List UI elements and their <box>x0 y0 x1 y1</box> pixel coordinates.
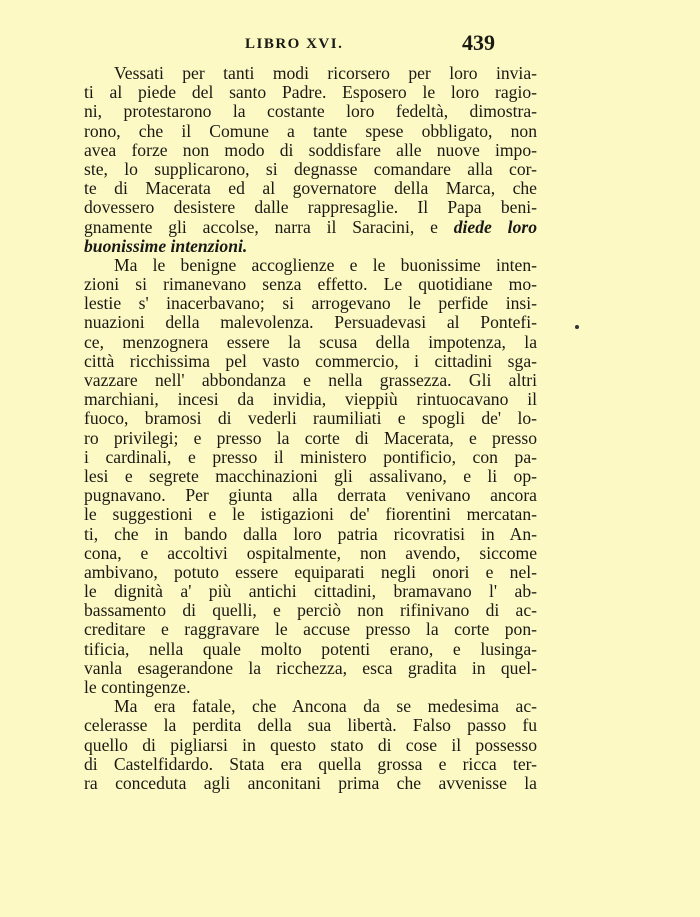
text-line: ro privilegi; e presso la corte di Macerata, e presso <box>84 427 537 448</box>
text-line: lesi e segrete macchinazioni gli assalivano, e li op- <box>84 465 537 486</box>
text-line: i cardinali, e presso il ministero pontificio, con pa- <box>84 446 537 467</box>
text-line: ti al piede del santo Padre. Esposero le loro ragio- <box>84 82 537 103</box>
text-line: bassamento di quelli, e perciò non rifinivano di ac- <box>84 600 537 621</box>
text-line: creditare e raggravare le accuse presso la corte pon- <box>84 619 537 640</box>
text-line: di Castelfidardo. Stata era quella grossa e ricca ter- <box>84 753 537 774</box>
text-line: ce, menzognera essere la scusa della impotenza, la <box>84 331 537 352</box>
text-line-roman: gnamente gli accolse, narra il Saracini, e <box>84 216 438 237</box>
text-line: pugnavano. Per giunta alla derrata venivano ancora <box>84 485 537 506</box>
page-number: 439 <box>462 30 495 55</box>
text-line: ti, che in bando dalla loro patria ricovratisi in An- <box>84 523 537 544</box>
text-line-mixed <box>84 218 537 237</box>
paragraph-2 <box>84 256 537 697</box>
text-line: avea forze non modo di soddisfare alle nuove impo- <box>84 139 537 160</box>
paragraph-3 <box>84 697 537 793</box>
text-line: ambivano, potuto essere equiparati negli onori e nel- <box>84 561 537 582</box>
text-line: dovessero desistere dalle rappresaglie. Il Papa beni- <box>84 197 537 218</box>
text-line: te di Macerata ed al governatore della Marca, che <box>84 178 537 199</box>
text-line: quello di pigliarsi in questo stato di cose il possesso <box>84 734 537 755</box>
ink-speck <box>575 325 579 329</box>
text-line: vazzare nell' abbondanza e nella grassezza. Gli altri <box>84 370 537 390</box>
paragraph-1 <box>84 64 537 256</box>
text-line: città ricchissima pel vasto commercio, i cittadini sga- <box>84 350 537 371</box>
text-line: le contingenze. <box>84 677 191 697</box>
text-line: ste, lo supplicarono, si degnasse comandare alla cor- <box>84 158 537 179</box>
text-line: ra conceduta agli anconitani prima che avvenisse la <box>84 772 537 793</box>
italic-quote-end: buonissime intenzioni. <box>84 235 248 256</box>
italic-quote: diede loro <box>453 216 538 237</box>
text-line: tificia, nella quale molto potenti erano, e lusinga- <box>84 638 537 659</box>
text-line: zioni si rimanevano senza effetto. Le quotidiane mo- <box>84 274 537 295</box>
running-head: LIBRO XVI. <box>245 36 344 52</box>
text-line: nuazioni della malevolenza. Persuadevasi al Pontefi- <box>84 312 537 333</box>
text-line: Ma le benigne accoglienze e le buonissime inten- <box>114 254 537 275</box>
text-line: rono, che il Comune a tante spese obbligato, non <box>84 120 537 141</box>
text-line: le suggestioni e le istigazioni de' fiorentini mercatan- <box>84 504 537 525</box>
text-line: cona, e accoltivi ospitalmente, non avendo, siccome <box>84 542 537 563</box>
text-line-italic <box>84 237 537 256</box>
text-line: le dignità a' più antichi cittadini, bramavano l' ab- <box>84 581 537 602</box>
text-line: vanla esagerandone la ricchezza, esca gradita in quel- <box>84 657 537 678</box>
text-line: fuoco, bramosi di vederli raumiliati e spogli de' lo- <box>84 408 537 429</box>
text-line: Ma era fatale, che Ancona da se medesima ac- <box>114 696 537 717</box>
text-line: ni, protestarono la costante loro fedeltà, dimostra- <box>84 101 537 122</box>
body-text <box>84 64 537 793</box>
text-line: celerasse la perdita della sua libertà. Falso passo fu <box>84 715 537 736</box>
text-line: marchiani, incesi da invidia, vieppiù rintuocavano il <box>84 389 537 410</box>
text-line: Vessati per tanti modi ricorsero per loro invia- <box>114 63 537 83</box>
text-line: lestie s' inacerbavano; si arrogevano le perfide insi- <box>84 293 537 314</box>
